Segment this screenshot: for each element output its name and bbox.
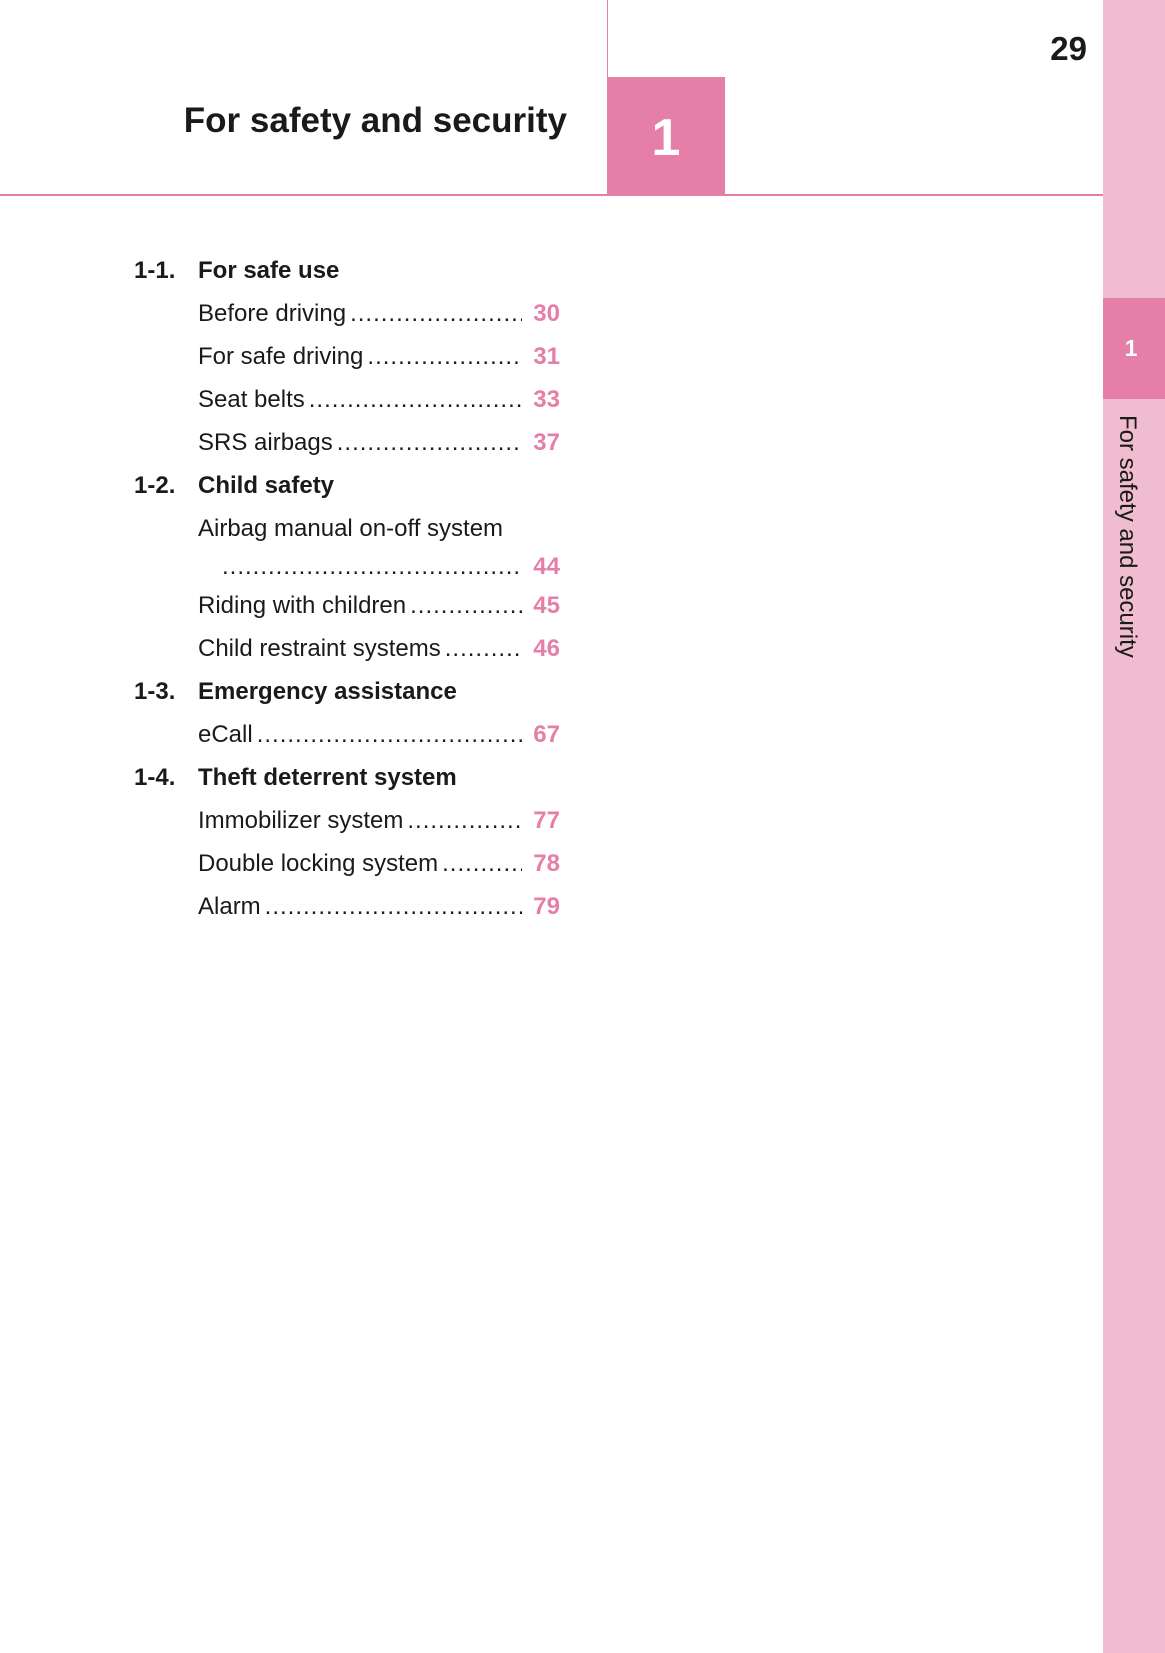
side-chapter-tab[interactable]: 1 [1103,298,1165,399]
dot-leader [257,713,522,756]
toc-section-1-3 [134,670,560,713]
dot-leader [407,799,522,842]
header-horizontal-rule [0,194,1103,196]
entry-label: eCall [198,721,253,748]
entry-page-link[interactable]: 79 [533,893,560,920]
entry-label: Double locking system [198,850,439,877]
toc-section-1-4 [134,756,560,799]
dot-leader [222,550,522,584]
toc-entry-alarm[interactable] [198,885,560,928]
entry-page-link[interactable]: 44 [533,553,560,580]
side-thumb-strip [1103,0,1165,1653]
toc-entry-riding-with-children[interactable] [198,584,560,627]
entry-page-link[interactable]: 33 [533,386,560,413]
entry-label: Before driving [198,300,347,327]
dot-leader [350,292,522,335]
entry-label: SRS airbags [198,429,333,456]
section-title: For safe use [198,256,340,284]
toc-entry-ecall[interactable] [198,713,560,756]
page-title: For safety and security [183,101,567,140]
dot-leader [265,885,522,928]
entry-page-link[interactable]: 30 [533,300,560,327]
toc-entry-double-locking-system[interactable] [198,842,560,885]
toc-section-1-1 [134,249,560,292]
chapter-number-box: 1 [607,77,725,195]
dot-leader [410,584,522,627]
toc-entry-seat-belts[interactable] [198,378,560,421]
toc-entry-child-restraint-systems[interactable] [198,627,560,670]
section-number: 1-4. [134,763,176,791]
header-vertical-rule [607,0,608,78]
entry-leader-line [198,550,560,584]
entry-page-link[interactable]: 45 [533,592,560,619]
entry-label: Airbag manual on-off system [198,515,504,542]
dot-leader [337,421,522,464]
dot-leader [442,842,522,885]
side-chapter-label: For safety and security [1114,415,1141,658]
entry-page-link[interactable]: 37 [533,429,560,456]
section-title: Child safety [198,471,335,499]
toc-entry-airbag-manual-on-off-system[interactable] [198,507,560,584]
toc-section-1-2 [134,464,560,507]
entry-page-link[interactable]: 77 [533,807,560,834]
entry-label: Immobilizer system [198,807,404,834]
section-number: 1-2. [134,471,176,499]
entry-page-link[interactable]: 46 [533,635,560,662]
entry-label: Riding with children [198,592,407,619]
entry-page-link[interactable]: 67 [533,721,560,748]
entry-label: Seat belts [198,386,305,413]
section-number: 1-3. [134,677,176,705]
entry-page-link[interactable]: 31 [533,343,560,370]
toc-entry-for-safe-driving[interactable] [198,335,560,378]
entry-page-link[interactable]: 78 [533,850,560,877]
entry-label: Alarm [198,893,261,920]
section-title: Emergency assistance [198,677,457,705]
dot-leader [445,627,522,670]
dot-leader [367,335,522,378]
section-number: 1-1. [134,256,176,284]
section-title: Theft deterrent system [198,763,457,791]
toc-entry-before-driving[interactable] [198,292,560,335]
page-number: 29 [1050,30,1087,67]
toc-entry-srs-airbags[interactable] [198,421,560,464]
toc-entry-immobilizer-system[interactable] [198,799,560,842]
entry-label: For safe driving [198,343,364,370]
dot-leader [309,378,522,421]
entry-label: Child restraint systems [198,635,441,662]
table-of-contents [134,249,560,928]
